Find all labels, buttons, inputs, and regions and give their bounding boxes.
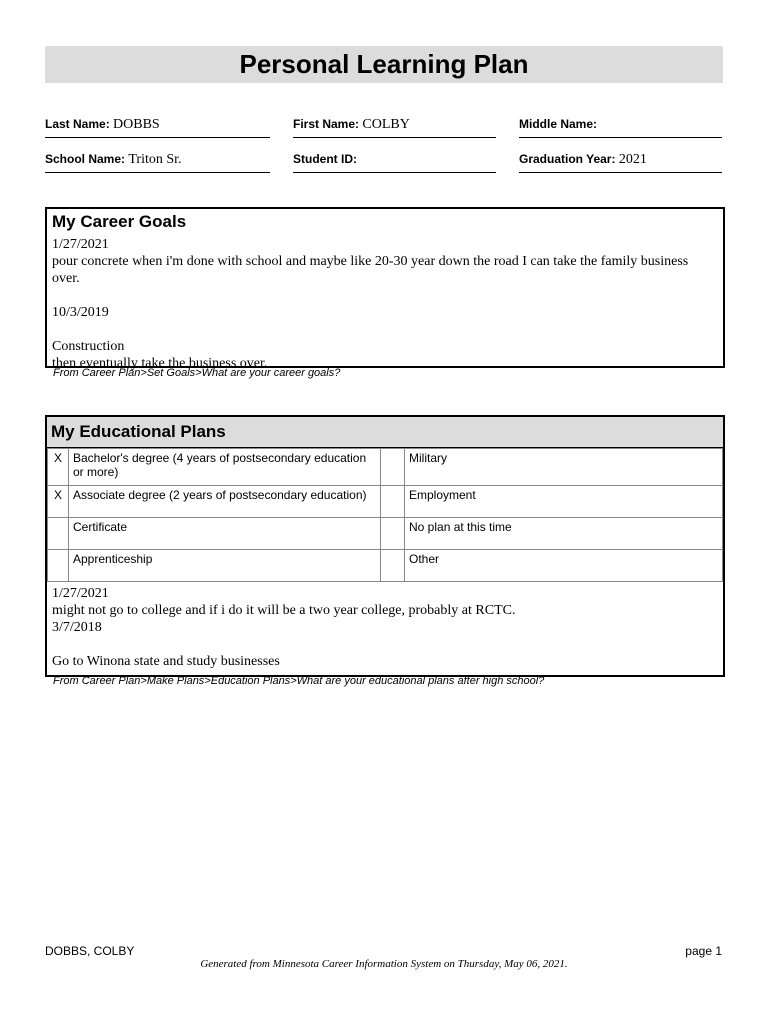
school-name-value: Triton Sr. <box>128 152 182 167</box>
career-goal-date: 1/27/2021 <box>52 237 109 252</box>
middle-name-field <box>519 117 722 138</box>
education-check <box>48 550 69 582</box>
education-note-date: 3/7/2018 <box>52 620 102 635</box>
education-check <box>381 550 405 582</box>
education-section <box>45 415 725 677</box>
school-name-label: School Name: <box>45 152 126 166</box>
education-option: Associate degree (2 years of postsecondary education) <box>69 486 381 518</box>
education-header <box>47 417 723 448</box>
table-row <box>48 550 723 582</box>
last-name-field <box>45 117 270 138</box>
career-goals-source: From Career Plan>Set Goals>What are your career goals? <box>53 367 341 379</box>
career-goal-text: pour concrete when i'm done with school and maybe like 20-30 year down the road I can take the family business over. <box>52 254 689 286</box>
middle-name-label: Middle Name: <box>519 117 598 131</box>
education-source: From Career Plan>Make Plans>Education Plans>What are your educational plans after high school? <box>53 675 545 687</box>
graduation-year-label: Graduation Year: <box>519 152 616 166</box>
footer-generated-note: Generated from Minnesota Career Information System on Thursday, May 06, 2021. <box>200 958 568 970</box>
education-option: No plan at this time <box>405 518 723 550</box>
page-title: Personal Learning Plan <box>239 49 529 79</box>
student-id-label: Student ID: <box>293 152 357 166</box>
education-option: Certificate <box>69 518 381 550</box>
education-option: Military <box>405 449 723 486</box>
education-note-date: 1/27/2021 <box>52 586 109 601</box>
last-name-label: Last Name: <box>45 117 110 131</box>
career-goal-date: 10/3/2019 <box>52 305 109 320</box>
education-options-table <box>47 448 723 582</box>
first-name-field <box>293 117 496 138</box>
education-heading: My Educational Plans <box>51 422 226 441</box>
career-goal-text: Construction <box>52 339 125 354</box>
footer-student-name: DOBBS, COLBY <box>45 944 135 958</box>
career-goals-heading: My Career Goals <box>52 212 187 231</box>
education-note-text: Go to Winona state and study businesses <box>52 654 280 669</box>
education-check: X <box>48 486 69 518</box>
education-check <box>381 486 405 518</box>
education-note-text: might not go to college and if i do it will be a two year college, probably at RCTC. <box>52 603 516 618</box>
education-notes <box>47 582 723 673</box>
career-goal-text: then eventually take the business over. <box>52 356 268 371</box>
first-name-label: First Name: <box>293 117 360 131</box>
education-option: Other <box>405 550 723 582</box>
table-row <box>48 518 723 550</box>
last-name-value: DOBBS <box>113 117 160 132</box>
education-option: Bachelor's degree (4 years of postsecondary education or more) <box>69 449 381 486</box>
footer-page-number: page 1 <box>685 944 722 958</box>
graduation-year-field <box>519 152 722 173</box>
education-option: Employment <box>405 486 723 518</box>
education-check <box>381 449 405 486</box>
table-row <box>48 449 723 486</box>
education-check <box>48 518 69 550</box>
school-name-field <box>45 152 270 173</box>
student-id-field <box>293 152 496 173</box>
education-check <box>381 518 405 550</box>
education-option: Apprenticeship <box>69 550 381 582</box>
career-goals-section <box>45 207 725 371</box>
graduation-year-value: 2021 <box>618 152 647 167</box>
table-row <box>48 486 723 518</box>
title-bar <box>45 46 723 83</box>
first-name-value: COLBY <box>362 117 410 132</box>
education-check: X <box>48 449 69 486</box>
